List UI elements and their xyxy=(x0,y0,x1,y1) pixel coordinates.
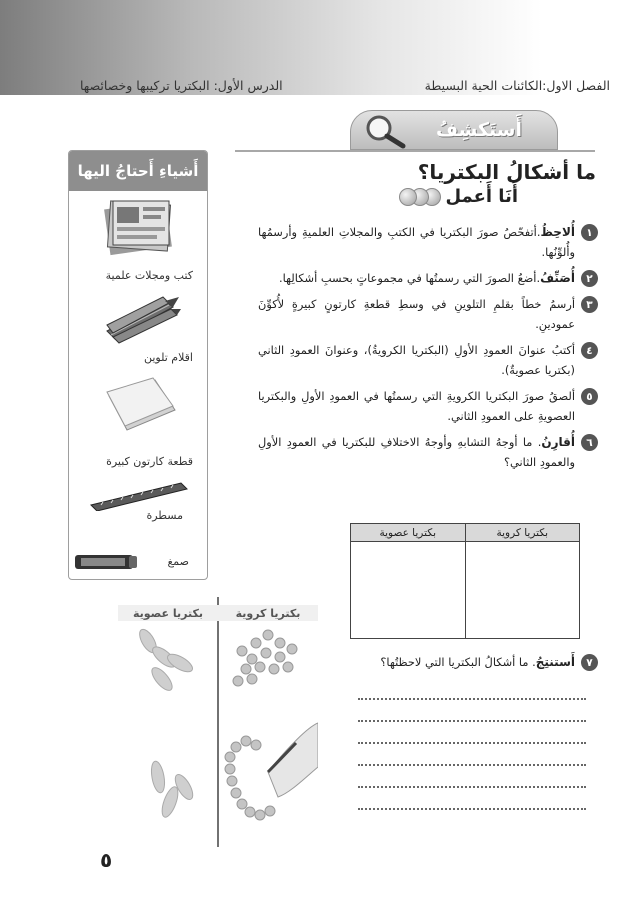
step-item xyxy=(258,268,598,288)
poster-label-spherical: بكتريا كروية xyxy=(235,607,301,620)
step-number: ٤ xyxy=(581,342,598,359)
step-text xyxy=(279,268,575,288)
answer-line[interactable] xyxy=(358,678,586,700)
answer-line[interactable] xyxy=(358,744,586,766)
table-cell-spherical[interactable] xyxy=(465,542,580,639)
supply-label: مسطرة xyxy=(146,509,183,522)
step-text xyxy=(380,652,575,672)
colored-pencils-icon xyxy=(103,291,181,345)
step-number: ١ xyxy=(581,224,598,241)
step-lead: أُصَنِّفُ xyxy=(540,271,575,285)
decorative-circles-icon xyxy=(399,188,435,206)
poster-label-rod: بكتريا عصوية xyxy=(132,607,204,620)
magazines-icon xyxy=(101,195,179,257)
step-body: أكتبُ عنوانَ العمودِ الأولِ (البكتريا الكرويةُ)، وعنوانَ العمودِ الثاني (بكتريا عصويةٌ). xyxy=(258,343,575,377)
explore-label: أَستَكشِفُ xyxy=(436,119,522,141)
supply-label: كتب ومجلات علمية xyxy=(105,269,193,282)
supply-label: صمغ xyxy=(167,555,189,568)
step-number: ٧ xyxy=(581,654,598,671)
step-body: .أتفحّصُ صورَ البكتريا في الكتبِ والمجلاتِ العلميةِ وأرسمُها وأُلوِّنُها. xyxy=(258,225,575,259)
supply-label: اقلام تلوين xyxy=(143,351,193,364)
i-do-label: أَنَا أَعمل xyxy=(445,186,518,207)
step-text xyxy=(258,222,575,262)
answer-line[interactable] xyxy=(358,700,586,722)
step-item xyxy=(358,652,598,672)
step-body: أرسمُ خطاً بقلمِ التلوينِ في وسطِ قطعةِ كارتونٍ كبيرةٍ لأُكوِّنَ عمودينِ. xyxy=(258,297,575,331)
step-body: .أضعُ الصورَ التي رسمتُها في مجموعاتٍ بحسبِ أشكالِها. xyxy=(278,271,541,285)
step-item xyxy=(258,432,598,472)
bacteria-poster-illustration xyxy=(118,597,318,847)
section-divider xyxy=(235,150,595,152)
bacteria-poster-graphic xyxy=(118,597,318,847)
step-text xyxy=(258,340,575,380)
page-number: ٥ xyxy=(100,848,113,872)
step-number: ٦ xyxy=(581,434,598,451)
step-text xyxy=(258,432,575,472)
step-number: ٣ xyxy=(581,296,598,313)
chapter-title: الفصل الاول:الكائنات الحية البسيطة xyxy=(424,78,610,93)
step-number: ٥ xyxy=(581,388,598,405)
step-body: . ما أوجهُ التشابهِ وأوجهُ الاختلافِ للبكتريا في العمودِ الأولِ والعمودِ الثاني؟ xyxy=(258,435,575,469)
answer-line[interactable] xyxy=(358,766,586,788)
table-header-rod: بكتريا عصوية xyxy=(351,524,466,542)
step-item xyxy=(258,386,598,426)
steps-list xyxy=(258,222,598,478)
comparison-table xyxy=(350,523,580,639)
main-question: ما أشكالُ البكتريا؟ xyxy=(417,160,596,184)
magnifier-icon xyxy=(361,113,407,149)
step-lead: أُلاحِظُ xyxy=(540,225,575,239)
glue-stick-icon xyxy=(73,551,139,573)
step-text xyxy=(258,386,575,426)
step-body: ألصقُ صورَ البكتريا الكرويةِ التي رسمتُها في العمودِ الأولِ والبكتريا العصويةِ على العمودِ الثاني. xyxy=(258,389,575,423)
step-7 xyxy=(358,652,598,810)
step-lead: أُقارِنُ xyxy=(541,435,575,449)
answer-line[interactable] xyxy=(358,788,586,810)
table-cell-rod[interactable] xyxy=(351,542,466,639)
step-item xyxy=(258,294,598,334)
ruler-icon xyxy=(89,481,189,511)
step-item xyxy=(258,222,598,262)
step-item xyxy=(258,340,598,380)
step-body: . ما أشكالُ البكتريا التي لاحظتُها؟ xyxy=(380,655,536,669)
explore-tab xyxy=(350,110,558,150)
table-header-spherical: بكتريا كروية xyxy=(465,524,580,542)
supply-label: قطعة كارتون كبيرة xyxy=(106,455,193,468)
answer-line[interactable] xyxy=(358,722,586,744)
cardboard-icon xyxy=(103,376,179,434)
step-text xyxy=(258,294,575,334)
sidebar-title: أَشياءِ أَحتاجُ اليها xyxy=(69,151,207,191)
step-lead: أَستنتِجُ xyxy=(535,655,575,669)
step-number: ٢ xyxy=(581,270,598,287)
page-header xyxy=(80,78,610,93)
lesson-title: الدرس الأول: البكتريا تركيبها وخصائصها xyxy=(80,78,283,93)
materials-sidebar xyxy=(68,150,208,580)
i-do-heading xyxy=(399,186,518,207)
